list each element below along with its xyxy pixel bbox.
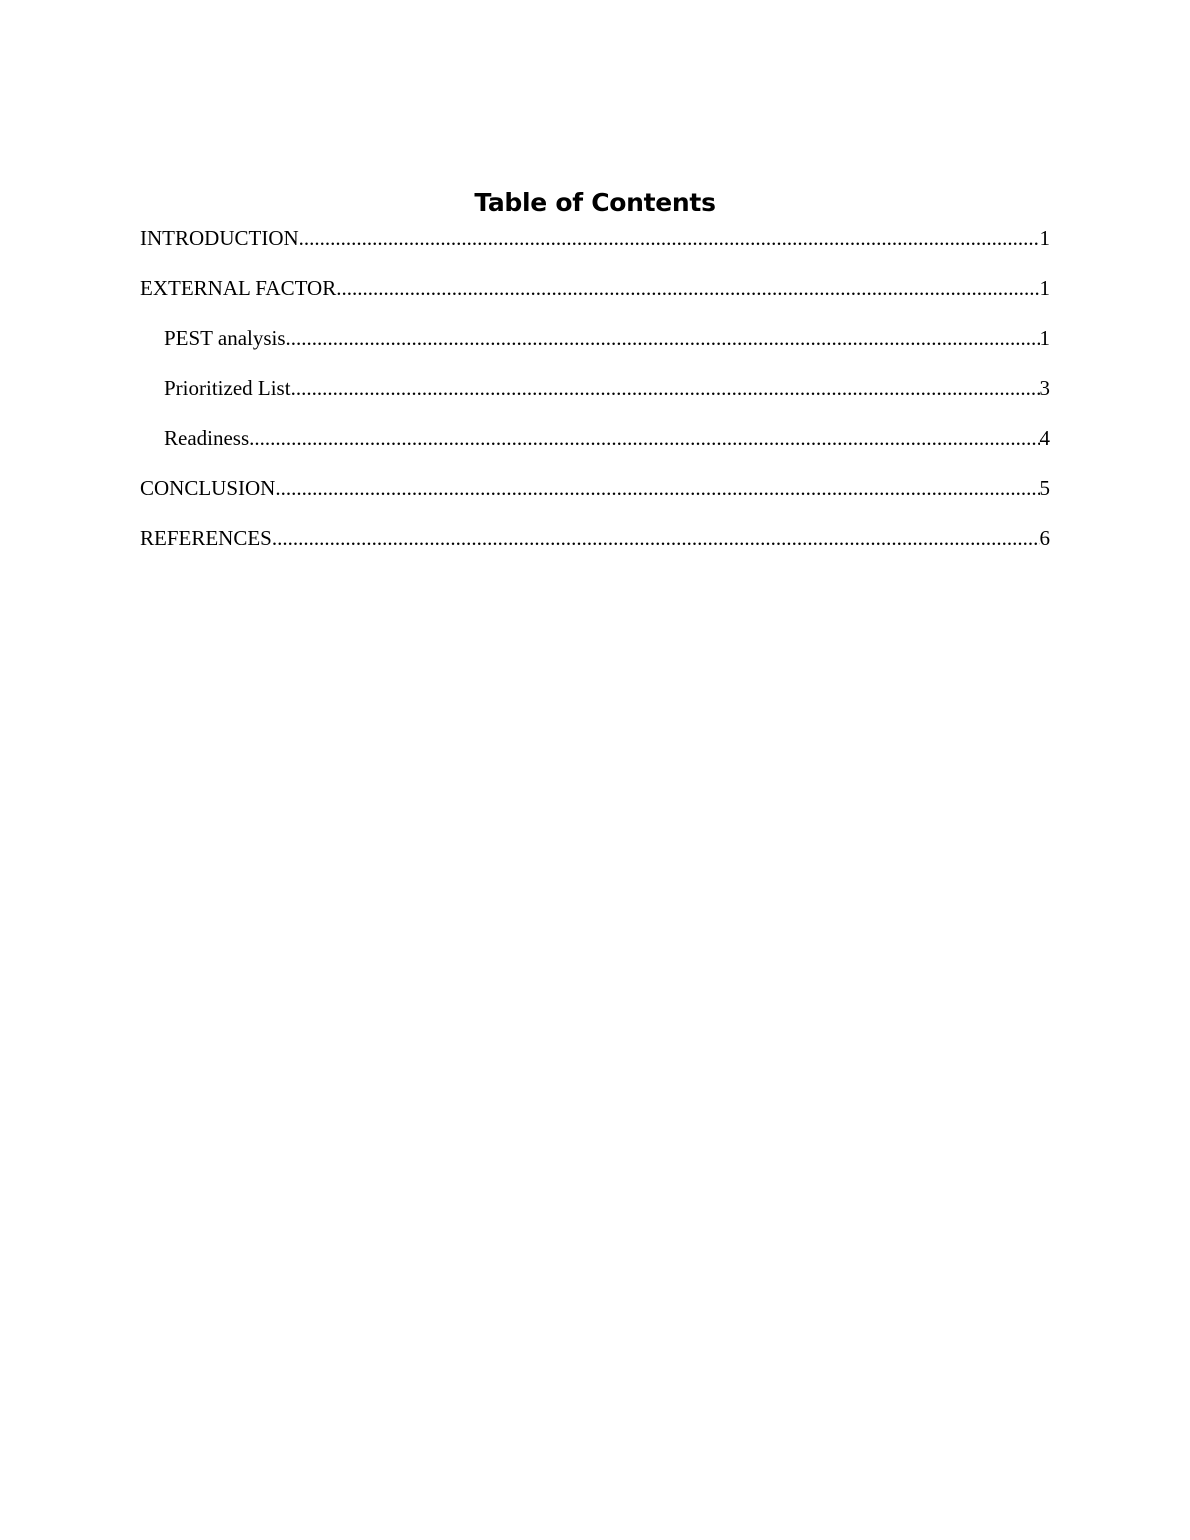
toc-entry-label: EXTERNAL FACTOR: [140, 276, 337, 300]
toc-entry-label: CONCLUSION: [140, 476, 276, 500]
toc-entry-label: Readiness: [164, 426, 250, 450]
toc-entry-label: INTRODUCTION: [140, 226, 299, 250]
dot-leader: [291, 372, 1040, 404]
toc-entry-page-number: 1: [1039, 326, 1050, 350]
toc-entry-references[interactable]: [140, 522, 1050, 572]
toc-title: Table of Contents: [474, 188, 716, 217]
toc-entry-page-number: 1: [1039, 226, 1050, 250]
toc-entry-page-number: 4: [1039, 426, 1050, 450]
dot-leader: [249, 422, 1039, 454]
toc-entry-readiness[interactable]: [140, 422, 1050, 472]
toc-entry-pest-analysis[interactable]: [140, 322, 1050, 372]
toc-list: [140, 222, 1050, 572]
dot-leader: [272, 522, 1040, 554]
toc-entry-introduction[interactable]: [140, 222, 1050, 272]
toc-entry-label: PEST analysis: [164, 326, 286, 350]
dot-leader: [299, 222, 1040, 254]
toc-entry-page-number: 1: [1039, 276, 1050, 300]
toc-entry-page-number: 3: [1039, 376, 1050, 400]
toc-entry-prioritized-list[interactable]: [140, 372, 1050, 422]
toc-entry-label: Prioritized List: [164, 376, 291, 400]
toc-entry-page-number: 6: [1039, 526, 1050, 550]
toc-entry-conclusion[interactable]: [140, 472, 1050, 522]
dot-leader: [275, 472, 1039, 504]
toc-entry-page-number: 5: [1039, 476, 1050, 500]
dot-leader: [286, 322, 1040, 354]
toc-entry-external-factor[interactable]: [140, 272, 1050, 322]
dot-leader: [336, 272, 1039, 304]
toc-entry-label: REFERENCES: [140, 526, 272, 550]
